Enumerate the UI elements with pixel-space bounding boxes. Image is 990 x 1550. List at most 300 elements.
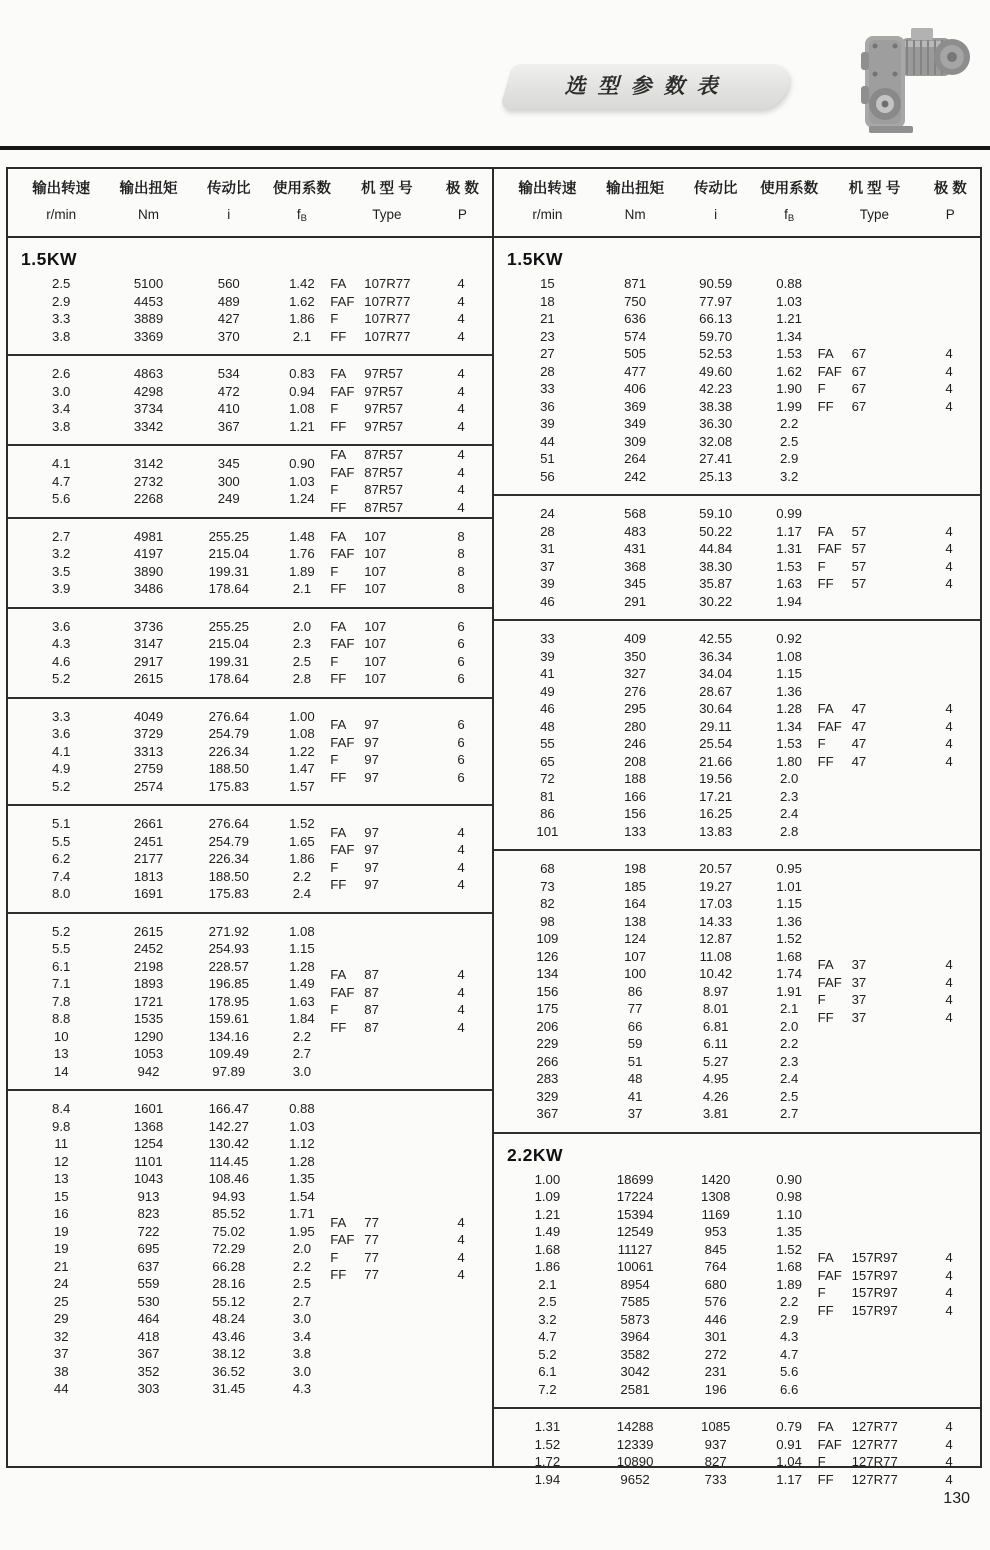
data-cell: 37 — [540, 558, 555, 574]
data-cell: 175.83 — [208, 886, 249, 901]
data-cell: 15 — [540, 276, 555, 291]
column-header: 机 型 号 — [361, 181, 413, 197]
type-model: 97R57 — [364, 418, 404, 434]
type-list — [330, 618, 484, 688]
data-cell: 2.8 — [779, 823, 799, 839]
poles-value: 4 — [457, 859, 465, 875]
data-cell: 2.9 — [779, 451, 799, 466]
data-cell: 406 — [624, 381, 647, 396]
data-cell: 48 — [540, 718, 555, 734]
poles-value: 4 — [457, 383, 465, 399]
data-cell: 33 — [540, 381, 555, 396]
column-header: 极 数 — [445, 181, 479, 197]
data-cell: 36.34 — [699, 648, 733, 664]
data-cell: 175.83 — [208, 778, 249, 794]
data-cell: 4049 — [133, 708, 164, 724]
column-header: 机 型 号 — [848, 181, 901, 197]
data-cell: 295 — [624, 701, 647, 716]
data-cell: 483 — [624, 523, 647, 539]
data-cell: 12339 — [616, 1436, 654, 1452]
data-cell: 59.10 — [699, 506, 733, 521]
poles-value: 4 — [945, 558, 953, 574]
data-cell: 1308 — [700, 1189, 731, 1204]
data-cell: 11127 — [617, 1241, 653, 1257]
header-row-cn — [14, 176, 486, 203]
data-cell: 1254 — [133, 1136, 164, 1151]
data-cell: 2.5 — [779, 1088, 799, 1104]
type-model: 127R77 — [851, 1454, 898, 1469]
data-cell: 1.36 — [776, 683, 802, 699]
data-cell: 32 — [53, 1328, 69, 1344]
block-rows — [14, 275, 486, 345]
data-cell: 1.89 — [776, 1276, 802, 1292]
type-row — [818, 700, 972, 718]
poles-value: 8 — [457, 546, 465, 561]
type-row — [330, 635, 484, 653]
table-header — [494, 169, 980, 238]
type-model: 127R77 — [851, 1419, 898, 1434]
poles-value: 6 — [457, 752, 465, 768]
data-cell: 159.61 — [208, 1011, 249, 1026]
data-cell: 38.12 — [212, 1346, 246, 1361]
type-model: 77 — [364, 1232, 379, 1248]
type-row — [330, 751, 484, 769]
data-cell: 1.35 — [289, 1171, 315, 1186]
data-cell: 66.13 — [699, 311, 733, 326]
poles-value: 4 — [945, 753, 953, 769]
data-cell: 1.72 — [534, 1454, 561, 1469]
poles-value: 4 — [457, 499, 465, 515]
data-cell: 733 — [704, 1471, 727, 1487]
data-cell: 1.52 — [776, 931, 802, 946]
power-section-title: 2.2KW — [507, 1144, 563, 1165]
data-cell: 4298 — [133, 383, 164, 399]
data-cell: 349 — [624, 416, 647, 431]
data-cell: 68 — [540, 861, 555, 876]
page-number: 130 — [943, 1490, 970, 1507]
poles-value: 4 — [457, 1214, 465, 1230]
data-cell: 156 — [624, 806, 647, 821]
data-cell: 3.8 — [52, 328, 71, 344]
data-cell: 11.08 — [699, 948, 732, 964]
type-prefix: F — [330, 482, 339, 498]
table-block — [8, 444, 492, 517]
type-row — [818, 735, 972, 753]
data-cell: 231 — [704, 1364, 727, 1379]
data-cell: 49.60 — [699, 363, 733, 379]
data-cell: 208 — [624, 753, 647, 769]
poles-value: 4 — [457, 311, 465, 326]
data-cell: 19.56 — [699, 771, 733, 786]
data-cell: 1691 — [133, 886, 164, 901]
data-cell: 249 — [217, 491, 240, 506]
data-cell: 264 — [624, 451, 647, 466]
poles-value: 8 — [457, 528, 465, 544]
data-cell: 5.2 — [538, 1346, 557, 1362]
type-row — [818, 1436, 972, 1454]
data-cell: 77 — [627, 1001, 643, 1016]
data-cell: 409 — [624, 631, 647, 646]
poles-value: 4 — [457, 1232, 465, 1248]
table-block — [8, 697, 492, 805]
type-row — [330, 1266, 484, 1284]
data-cell: 164 — [624, 896, 647, 911]
data-cell: 8.8 — [52, 1011, 71, 1026]
type-model: 157R97 — [851, 1250, 898, 1266]
data-cell: 4.7 — [52, 473, 71, 489]
poles-value: 4 — [945, 701, 953, 716]
data-cell: 39 — [540, 416, 555, 431]
data-cell: 1.48 — [289, 528, 315, 544]
type-model: 77 — [364, 1267, 379, 1283]
data-cell: 3042 — [620, 1364, 650, 1379]
data-cell: 7.2 — [538, 1381, 557, 1397]
data-cell: 1.62 — [289, 293, 315, 309]
table-block — [494, 1407, 980, 1497]
block-rows — [500, 860, 974, 1123]
type-row — [818, 1267, 972, 1285]
data-cell: 2.0 — [779, 771, 799, 786]
table-block — [494, 494, 980, 619]
type-model: 37 — [851, 974, 867, 990]
data-cell: 3964 — [620, 1329, 650, 1344]
data-cell: 8.4 — [52, 1101, 71, 1116]
table-header — [8, 169, 492, 238]
data-cell: 1.62 — [776, 363, 802, 379]
data-cell: 1.03 — [289, 1118, 315, 1134]
type-prefix: F — [330, 859, 339, 875]
type-model: 107 — [364, 636, 387, 651]
type-model: 37 — [851, 957, 867, 973]
unit-text: f — [784, 207, 788, 222]
data-cell: 12.87 — [699, 931, 733, 946]
data-cell: 283 — [536, 1071, 559, 1086]
type-prefix: FA — [330, 447, 347, 463]
type-list — [818, 860, 972, 1123]
type-model: 107 — [364, 618, 387, 634]
data-cell: 636 — [624, 311, 647, 326]
type-row — [330, 464, 484, 482]
data-cell: 5.6 — [779, 1364, 799, 1379]
type-model: 107 — [364, 546, 387, 561]
power-section-title: 1.5KW — [21, 249, 77, 269]
data-cell: 66.28 — [212, 1258, 246, 1274]
type-prefix: FAF — [330, 984, 355, 1000]
data-cell: 28.16 — [212, 1276, 246, 1291]
type-model: 87 — [364, 967, 379, 983]
data-cell: 3.0 — [52, 383, 71, 399]
type-prefix: F — [330, 311, 339, 326]
data-cell: 1.53 — [776, 346, 802, 361]
data-cell: 13 — [53, 1046, 69, 1061]
type-row — [818, 380, 972, 398]
data-cell: 352 — [137, 1363, 160, 1379]
data-cell: 477 — [624, 363, 647, 379]
block-rows — [14, 365, 486, 435]
data-cell: 1.86 — [289, 851, 315, 866]
data-cell: 12 — [53, 1153, 69, 1169]
data-cell: 309 — [624, 433, 647, 449]
data-cell: 559 — [137, 1276, 160, 1291]
type-row — [330, 528, 484, 546]
data-cell: 1.34 — [776, 328, 802, 344]
type-row — [330, 1214, 484, 1232]
data-cell: 301 — [704, 1329, 727, 1344]
data-cell: 3.2 — [779, 468, 799, 484]
data-cell: 65 — [540, 753, 555, 769]
type-row — [330, 580, 484, 598]
type-prefix: FF — [817, 1009, 834, 1025]
data-cell: 1.94 — [534, 1471, 561, 1487]
data-cell: 27 — [540, 346, 555, 361]
poles-value: 4 — [457, 1267, 465, 1283]
data-cell: 3.0 — [292, 1311, 312, 1326]
poles-value: 4 — [457, 967, 465, 983]
type-model: 107R77 — [364, 328, 411, 344]
type-row — [818, 956, 972, 974]
data-cell: 3142 — [133, 456, 164, 471]
data-cell: 1.53 — [776, 558, 802, 574]
data-cell: 2574 — [133, 778, 164, 794]
data-cell: 4.9 — [52, 761, 71, 776]
data-cell: 680 — [704, 1276, 727, 1292]
type-row — [330, 618, 484, 636]
type-row — [330, 310, 484, 328]
data-cell: 291 — [624, 593, 647, 609]
type-prefix: F — [817, 1285, 826, 1301]
poles-value: 4 — [457, 276, 465, 291]
data-cell: 43.46 — [212, 1328, 246, 1344]
block-rows — [14, 1100, 486, 1398]
type-prefix: FAF — [817, 1267, 842, 1283]
poles-value: 6 — [457, 636, 465, 651]
type-prefix: FAF — [330, 383, 355, 399]
data-cell: 229 — [536, 1036, 559, 1051]
type-list — [330, 1100, 484, 1398]
data-cell: 1.74 — [776, 966, 802, 981]
data-cell: 42.55 — [699, 631, 733, 646]
data-cell: 410 — [217, 401, 240, 416]
data-cell: 1.24 — [289, 491, 315, 506]
data-cell: 464 — [137, 1311, 160, 1326]
type-prefix: FA — [330, 717, 347, 733]
data-cell: 276.64 — [208, 708, 249, 724]
data-cell: 3.3 — [52, 708, 71, 724]
data-cell: 1290 — [133, 1028, 164, 1044]
selection-table — [6, 167, 982, 1487]
type-model: 107 — [364, 581, 387, 596]
type-prefix: FF — [330, 1267, 347, 1283]
poles-value: 6 — [457, 653, 465, 669]
type-row — [818, 1453, 972, 1471]
type-list — [330, 815, 484, 903]
data-cell: 85.52 — [212, 1206, 246, 1221]
type-model: 97 — [364, 877, 379, 893]
data-cell: 178.95 — [208, 993, 249, 1009]
data-cell: 2.0 — [292, 618, 312, 634]
block-rows — [14, 708, 486, 796]
poles-value: 4 — [945, 1302, 953, 1318]
type-model: 97 — [364, 717, 379, 733]
data-cell: 5.27 — [702, 1053, 729, 1069]
data-cell: 28 — [540, 523, 555, 539]
data-cell: 0.99 — [776, 506, 802, 521]
type-list — [818, 505, 972, 610]
poles-value: 4 — [945, 1267, 953, 1283]
poles-value: 4 — [945, 1454, 953, 1469]
type-prefix: FF — [330, 418, 347, 434]
data-cell: 1.91 — [776, 983, 802, 999]
data-cell: 7.1 — [52, 976, 71, 991]
table-block — [494, 849, 980, 1132]
data-cell: 472 — [217, 383, 240, 399]
type-row — [818, 345, 972, 363]
data-cell: 15 — [53, 1188, 69, 1204]
table-block — [8, 607, 492, 697]
data-cell: 942 — [137, 1063, 160, 1079]
data-cell: 196.85 — [208, 976, 249, 991]
column-unit — [675, 203, 756, 231]
type-row — [818, 523, 972, 541]
header-row-cn — [500, 176, 974, 203]
data-cell: 38.38 — [699, 398, 733, 414]
data-cell: 2.4 — [292, 886, 312, 901]
data-cell: 30.64 — [699, 701, 733, 716]
data-cell: 72.29 — [212, 1241, 246, 1256]
data-cell: 255.25 — [208, 528, 249, 544]
data-cell: 370 — [217, 328, 240, 344]
data-cell: 1.52 — [534, 1436, 561, 1452]
data-cell: 1053 — [133, 1046, 164, 1061]
data-cell: 345 — [217, 456, 240, 471]
data-cell: 1601 — [133, 1101, 164, 1116]
data-cell: 56 — [540, 468, 555, 484]
poles-value: 4 — [945, 1436, 953, 1452]
type-row — [818, 1009, 972, 1027]
type-prefix: FA — [330, 618, 347, 634]
type-prefix: FF — [330, 769, 347, 785]
type-row — [330, 824, 484, 842]
type-row — [330, 400, 484, 418]
type-model: 47 — [851, 718, 867, 734]
data-cell: 4197 — [133, 546, 164, 561]
type-model: 97 — [364, 824, 379, 840]
data-cell: 2.1 — [538, 1276, 557, 1292]
type-row — [330, 1231, 484, 1249]
data-cell: 1.15 — [289, 941, 315, 956]
type-model: 97R57 — [364, 366, 404, 381]
data-cell: 0.83 — [289, 366, 315, 381]
data-cell: 3.9 — [52, 581, 71, 596]
data-cell: 1.49 — [534, 1224, 561, 1239]
block-rows — [14, 815, 486, 903]
data-cell: 3.3 — [52, 311, 71, 326]
poles-value: 4 — [945, 1471, 953, 1487]
poles-value: 4 — [945, 1419, 953, 1434]
data-cell: 59 — [627, 1036, 643, 1051]
data-cell: 31.45 — [212, 1381, 246, 1396]
data-cell: 24 — [53, 1276, 69, 1291]
data-cell: 2.2 — [292, 1258, 312, 1274]
data-cell: 36 — [540, 398, 555, 414]
data-cell: 5.1 — [52, 816, 71, 831]
column-header: 使用系数 — [760, 181, 819, 197]
data-cell: 827 — [704, 1454, 727, 1469]
data-cell: 3.2 — [52, 546, 71, 561]
data-cell: 1.95 — [289, 1223, 315, 1239]
type-model: 67 — [851, 398, 867, 414]
data-cell: 369 — [624, 398, 647, 414]
data-cell: 4.1 — [52, 456, 71, 471]
data-cell: 0.91 — [776, 1436, 802, 1452]
poles-value: 4 — [945, 576, 953, 591]
data-cell: 37 — [627, 1106, 643, 1121]
data-cell: 1169 — [701, 1206, 730, 1222]
unit-text: f — [296, 207, 301, 222]
type-model: 87R57 — [364, 499, 404, 515]
data-cell: 568 — [624, 506, 647, 521]
data-cell: 6.11 — [703, 1036, 728, 1051]
type-prefix: F — [817, 736, 826, 751]
data-cell: 36.52 — [212, 1363, 246, 1379]
poles-value: 4 — [457, 1249, 465, 1265]
column-unit — [108, 203, 188, 231]
data-cell: 178.64 — [208, 671, 249, 686]
gearmotor-photo — [845, 22, 973, 142]
data-cell: 3369 — [133, 328, 164, 344]
data-cell: 114.45 — [209, 1153, 249, 1169]
data-cell: 255.25 — [208, 618, 249, 634]
column-unit — [189, 203, 269, 231]
data-cell: 48.24 — [212, 1311, 246, 1326]
data-cell: 34.04 — [699, 666, 733, 681]
type-prefix: FA — [330, 276, 347, 291]
data-cell: 17.21 — [699, 788, 733, 804]
data-cell: 2.8 — [292, 671, 312, 686]
type-prefix: F — [330, 1002, 339, 1018]
data-cell: 1.65 — [289, 833, 315, 849]
data-cell: 49 — [540, 683, 555, 699]
column-unit — [756, 203, 822, 231]
data-cell: 1.86 — [289, 311, 315, 326]
data-cell: 3342 — [133, 418, 164, 434]
data-cell: 1.28 — [289, 1153, 315, 1169]
data-cell: 3.2 — [538, 1311, 557, 1327]
data-cell: 1.15 — [776, 896, 802, 911]
type-model: 77 — [364, 1249, 379, 1265]
data-cell: 4981 — [133, 528, 164, 544]
data-cell: 126 — [536, 948, 559, 964]
type-list — [330, 708, 484, 796]
table-block — [8, 354, 492, 444]
header-row-units — [14, 203, 486, 231]
data-cell: 1.01 — [776, 878, 802, 894]
data-cell: 156 — [536, 983, 559, 999]
type-row — [330, 670, 484, 688]
type-prefix: FA — [330, 366, 347, 381]
type-prefix: FF — [817, 576, 834, 591]
data-cell: 5.2 — [52, 778, 71, 794]
data-cell: 31 — [540, 541, 555, 556]
data-cell: 0.90 — [289, 456, 315, 471]
type-prefix: FA — [817, 1250, 834, 1266]
data-cell: 953 — [704, 1224, 727, 1239]
block-rows — [500, 1171, 974, 1399]
type-row — [818, 363, 972, 381]
data-cell: 28.67 — [699, 683, 733, 699]
data-cell: 845 — [704, 1241, 727, 1257]
type-prefix: F — [330, 563, 339, 579]
